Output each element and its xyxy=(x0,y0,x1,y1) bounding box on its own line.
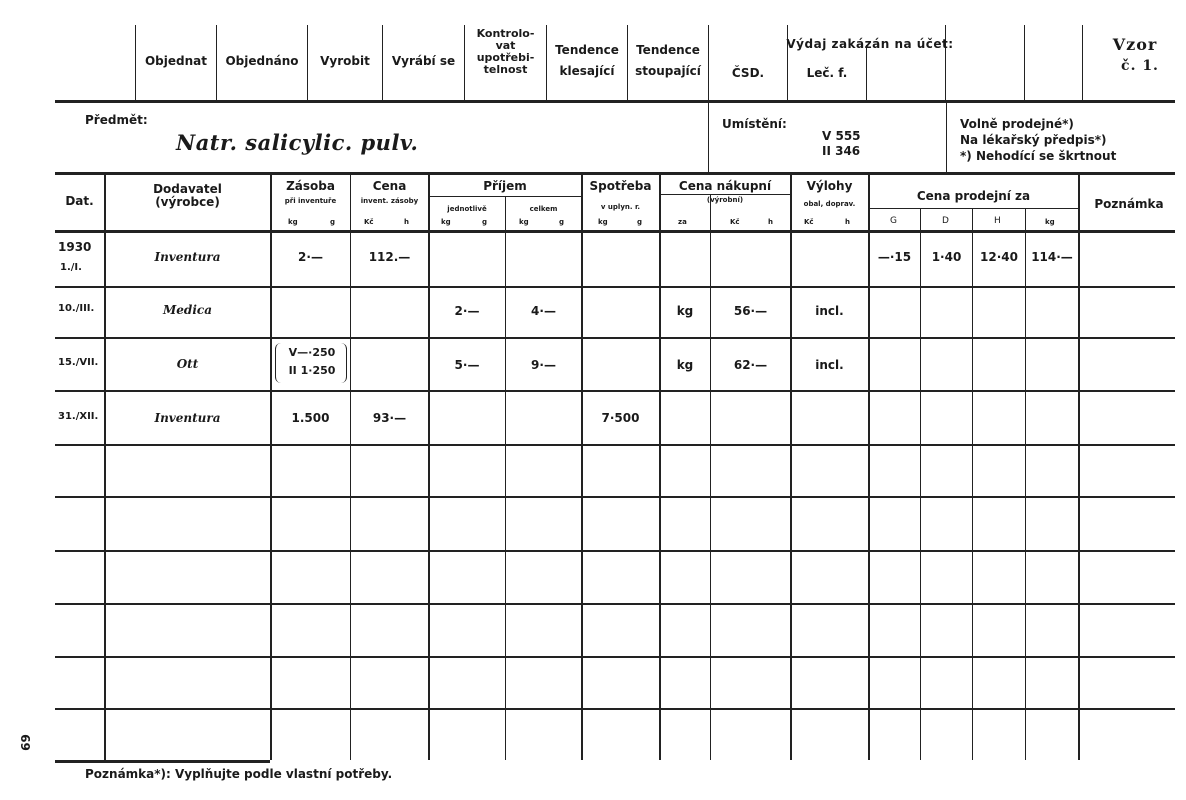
row2-vylohy: incl. xyxy=(815,304,844,318)
subject-value: Natr. salicylic. pulv. xyxy=(176,130,419,155)
header-vyrabi-se: Vyrábí se xyxy=(391,54,456,68)
col-vylohy: Výlohy xyxy=(806,179,853,193)
row3-za: kg xyxy=(676,358,694,372)
col-poznamka: Poznámka xyxy=(1094,197,1164,211)
row1-cena: 112.— xyxy=(368,250,411,264)
header-vydaj-zakazan: Výdaj zakázán na účet: xyxy=(786,37,954,51)
row1-date-year: 1930 xyxy=(58,240,92,254)
unit-zasoba-g: g xyxy=(330,218,336,226)
col-jednotlive: jednotlivě xyxy=(447,205,487,213)
page-number: 69 xyxy=(18,734,33,751)
row3-zasoba-2: II 1·250 xyxy=(288,364,336,377)
unit-spot-kg: kg xyxy=(598,218,608,226)
row1-supplier: Inventura xyxy=(154,250,221,264)
col-dat: Dat. xyxy=(65,194,94,208)
col-spotreba-sub: v uplyn. r. xyxy=(600,203,641,211)
header-objednat: Objednat xyxy=(144,54,207,68)
row4-spotreba: 7·500 xyxy=(601,411,640,425)
unit-vylohy-h: h xyxy=(845,218,850,226)
row4-date: 31./XII. xyxy=(58,411,99,422)
unit-cel-kg: kg xyxy=(519,218,529,226)
header-tendence-stoupajici: Tendence stoupající xyxy=(635,43,701,78)
unit-nakup-kc: Kč xyxy=(730,218,740,226)
row3-date: 15./VII. xyxy=(58,357,99,368)
col-zasoba: Zásoba xyxy=(286,179,335,193)
col-cena-sub: invent. zásoby xyxy=(360,197,419,205)
col-cena-prodejni: Cena prodejní za xyxy=(916,189,1031,203)
unit-cel-g: g xyxy=(559,218,565,226)
row2-supplier: Medica xyxy=(163,303,212,317)
lekarsky-predpis: Na lékařský předpis*) xyxy=(960,133,1107,147)
unit-spot-g: g xyxy=(637,218,643,226)
col-vylohy-sub: obal, doprav. xyxy=(803,200,856,208)
header-tendence-klesajici: Tendence klesající xyxy=(555,43,619,78)
row4-supplier: Inventura xyxy=(154,411,221,425)
nehodici-note: *) Nehodící se škrtnout xyxy=(960,149,1117,163)
row2-za: kg xyxy=(676,304,694,318)
row4-cena: 93·— xyxy=(372,411,407,425)
row1-D: 1·40 xyxy=(931,250,962,264)
col-celkem: celkem xyxy=(529,205,558,213)
unit-cena-h: h xyxy=(404,218,409,226)
header-lec-f: Leč. f. xyxy=(806,66,848,80)
unit-jed-kg: kg xyxy=(441,218,451,226)
row1-kg: 114·— xyxy=(1031,250,1073,264)
row3-cel: 9·— xyxy=(531,358,556,372)
row1-zasoba: 2·— xyxy=(298,250,323,264)
header-csd: ČSD. xyxy=(731,66,765,80)
volne-prodejne: Volně prodejné*) xyxy=(960,117,1074,131)
unit-prodej-H: H xyxy=(994,216,1001,226)
header-cislo: č. 1. xyxy=(1121,58,1159,74)
row3-zasoba-1: V—·250 xyxy=(288,346,336,359)
row4-zasoba: 1.500 xyxy=(291,411,330,425)
row2-date: 10./III. xyxy=(58,303,95,314)
col-cena-nakupni: Cena nákupní xyxy=(678,179,772,193)
umisteni-label: Umístění: xyxy=(722,117,787,131)
header-kontrolovat: Kontrolo- vat upotřebi- telnost xyxy=(476,27,535,76)
unit-prodej-D: D xyxy=(942,216,949,226)
row3-jed: 5·— xyxy=(454,358,480,372)
unit-cena-kc: Kč xyxy=(364,218,374,226)
header-vyrobit: Vyrobit xyxy=(320,54,370,68)
subject-label: Předmět: xyxy=(85,113,148,127)
footer-note: Poznámka*): Vyplňujte podle vlastní potřeby. xyxy=(85,767,393,781)
col-prijem: Příjem xyxy=(483,179,527,193)
row2-jed: 2·— xyxy=(454,304,480,318)
header-vzor: Vzor xyxy=(1112,35,1158,54)
col-spotreba: Spotřeba xyxy=(589,179,652,193)
unit-za: za xyxy=(678,218,687,226)
col-dodavatel: Dodavatel (výrobce) xyxy=(153,182,222,209)
umisteni-1: V 555 xyxy=(822,129,861,143)
row3-supplier: Ott xyxy=(176,357,199,371)
unit-vylohy-kc: Kč xyxy=(804,218,814,226)
umisteni-2: II 346 xyxy=(822,144,861,158)
row1-date-day: 1./I. xyxy=(60,262,82,273)
row1-G: —·15 xyxy=(877,250,912,264)
row2-nakup: 56·— xyxy=(733,304,768,318)
row2-cel: 4·— xyxy=(531,304,556,318)
col-cena: Cena xyxy=(372,179,407,193)
unit-nakup-h: h xyxy=(768,218,773,226)
unit-prodej-G: G xyxy=(890,216,897,226)
unit-jed-g: g xyxy=(482,218,488,226)
col-cena-nakupni-sub: (výrobní) xyxy=(706,196,744,204)
row1-H: 12·40 xyxy=(980,250,1018,264)
header-objednano: Objednáno xyxy=(225,54,299,68)
unit-prodej-kg: kg xyxy=(1045,218,1055,226)
unit-zasoba-kg: kg xyxy=(288,218,298,226)
col-zasoba-sub: při inventuře xyxy=(284,197,337,205)
row3-nakup: 62·— xyxy=(733,358,768,372)
row3-vylohy: incl. xyxy=(815,358,844,372)
